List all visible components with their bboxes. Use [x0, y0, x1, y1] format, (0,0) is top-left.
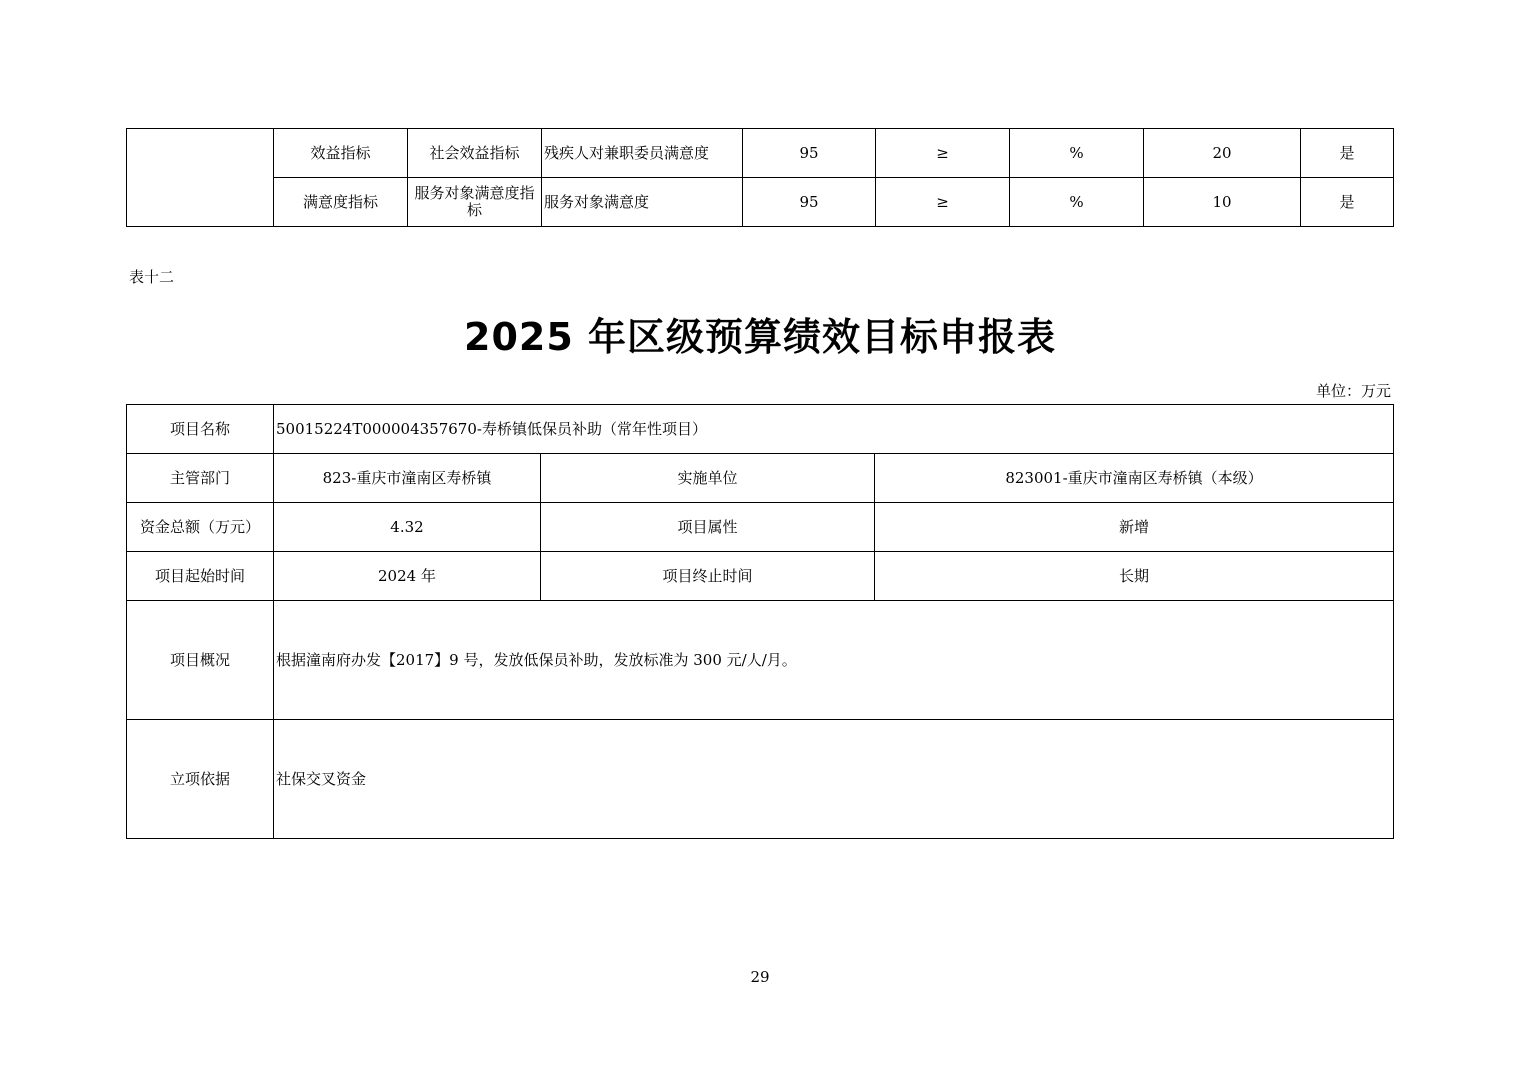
measure-unit: %	[1010, 129, 1144, 178]
project-attr-label: 项目属性	[541, 503, 875, 552]
table-row	[127, 552, 1394, 601]
project-name-value: 50015224T000004357670-寿桥镇低保员补助（常年性项目）	[274, 405, 1394, 454]
end-time-value: 长期	[875, 552, 1394, 601]
indicator-level1: 满意度指标	[274, 178, 408, 227]
table-row	[127, 454, 1394, 503]
table-row	[127, 720, 1394, 839]
indicator-level2: 社会效益指标	[408, 129, 542, 178]
weight-value: 10	[1144, 178, 1301, 227]
weight-value: 20	[1144, 129, 1301, 178]
core-indicator-flag: 是	[1301, 178, 1394, 227]
indicator-level2: 服务对象满意度指标	[408, 178, 542, 227]
performance-indicator-table	[126, 128, 1394, 227]
table-cell	[127, 129, 274, 227]
core-indicator-flag: 是	[1301, 129, 1394, 178]
unit-label: 单位：万元	[1315, 382, 1391, 400]
indicator-level3: 服务对象满意度	[542, 178, 743, 227]
page-number: 29	[750, 968, 770, 986]
overview-label: 项目概况	[127, 601, 274, 720]
indicator-level3: 残疾人对兼职委员满意度	[542, 129, 743, 178]
table-caption: 表十二	[129, 268, 175, 286]
comparison-symbol: ≥	[876, 129, 1010, 178]
indicator-level1: 效益指标	[274, 129, 408, 178]
table-row	[127, 178, 1394, 227]
target-value: 95	[743, 129, 876, 178]
fund-total-label: 资金总额（万元）	[127, 503, 274, 552]
comparison-symbol: ≥	[876, 178, 1010, 227]
budget-declaration-table	[126, 404, 1394, 839]
project-name-label: 项目名称	[127, 405, 274, 454]
impl-unit-value: 823001-重庆市潼南区寿桥镇（本级）	[875, 454, 1394, 503]
basis-value: 社保交叉资金	[274, 720, 1394, 839]
overview-value: 根据潼南府办发【2017】9 号，发放低保员补助，发放标准为 300 元/人/月。	[274, 601, 1394, 720]
page-title: 2025 年区级预算绩效目标申报表	[464, 315, 1056, 359]
measure-unit: %	[1010, 178, 1144, 227]
target-value: 95	[743, 178, 876, 227]
dept-label: 主管部门	[127, 454, 274, 503]
project-attr-value: 新增	[875, 503, 1394, 552]
start-time-value: 2024 年	[274, 552, 541, 601]
start-time-label: 项目起始时间	[127, 552, 274, 601]
end-time-label: 项目终止时间	[541, 552, 875, 601]
fund-total-value: 4.32	[274, 503, 541, 552]
table-row	[127, 405, 1394, 454]
table-row	[127, 601, 1394, 720]
table-row	[127, 129, 1394, 178]
impl-unit-label: 实施单位	[541, 454, 875, 503]
table-row	[127, 503, 1394, 552]
dept-value: 823-重庆市潼南区寿桥镇	[274, 454, 541, 503]
basis-label: 立项依据	[127, 720, 274, 839]
